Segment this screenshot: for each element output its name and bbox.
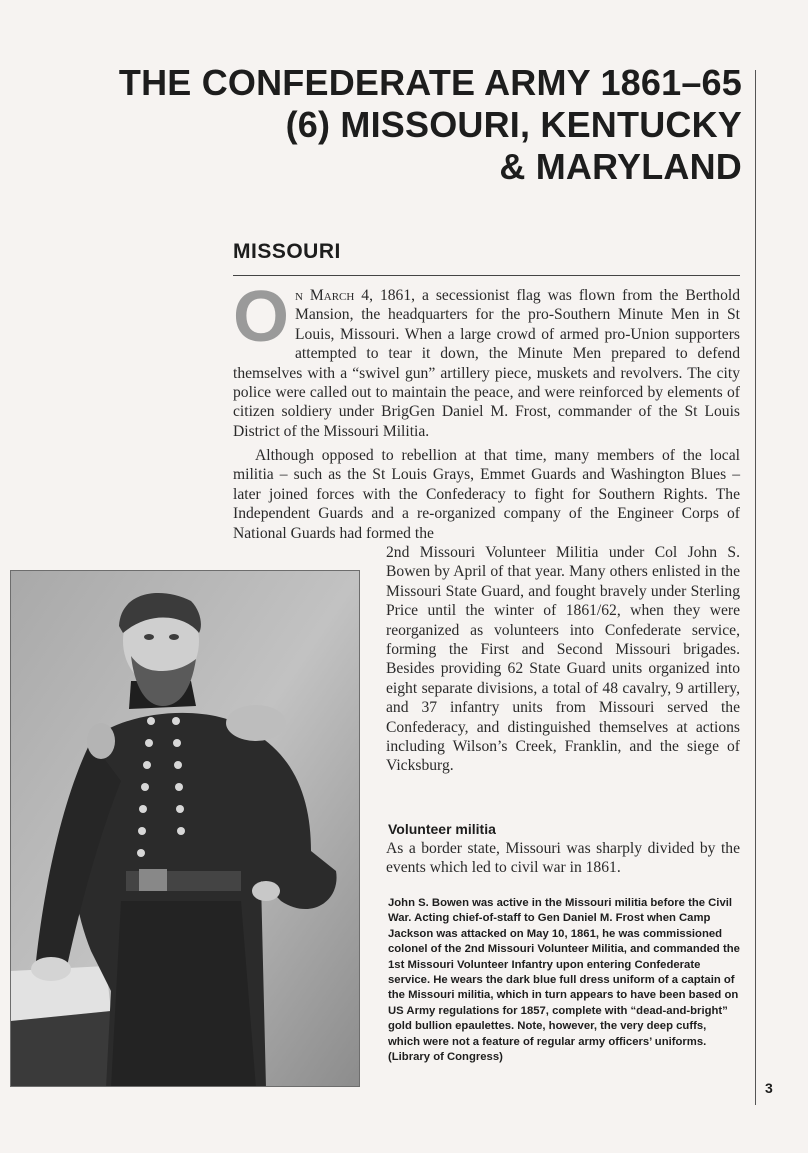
- margin-rule: [755, 70, 756, 1105]
- section-divider: [233, 275, 740, 276]
- small-caps-lead: n March: [295, 287, 355, 304]
- paragraph-2: Although opposed to rebellion at that time, many members of the local militia – such as the St Louis Grays, Emmet Guards and Washington Blues – later joined forces with the Confederacy to fight for Southern Rights. The Independent Guards and a re-organized company of the Engineer Corps of National Guards had formed the: [233, 447, 740, 542]
- portrait-photo-illustration: [11, 571, 360, 1087]
- drop-cap: O: [233, 277, 290, 357]
- title-line-1: THE CONFEDERATE ARMY 1861–65: [118, 62, 742, 103]
- photo-caption: John S. Bowen was active in the Missouri militia before the Civil War. Acting chief-of-staff to Gen Daniel M. Frost when Camp Jackson was attacked on May 10, 1861, he was commissioned colonel of the 2nd Missouri Volunteer Militia, and commanded the 1st Missouri Volunteer Infantry upon entering Confederate service. He wears the dark blue full dress uniform of a captain of the Missouri militia, which in turn appears to have been based on US Army regulations for 1857, complete with “dead-and-bright” gold bullion epaulettes. Note, however, the very deep cuffs, which were not a feature of regular army officers’ uniforms. (Library of Congress): [388, 897, 740, 1064]
- section-heading: MISSOURI: [233, 240, 341, 263]
- page-title: [22, 62, 742, 188]
- subheading-volunteer-militia: Volunteer militia: [388, 821, 496, 837]
- portrait-photo: [10, 570, 360, 1087]
- title-line-2: (6) MISSOURI, KENTUCKY: [285, 104, 742, 145]
- page-number: 3: [765, 1080, 773, 1096]
- paragraph-1-text: 4, 1861, a secessionist flag was flown from the Berthold Mansion, the headquarters for the pro-Southern Minute Men in St Louis, Missouri. When a large crowd of armed pro-Union supporters attempted to tear it down, the Minute Men prepared to defend themselves with a “swivel gun” artillery piece, muskets and revolvers. The city police were called out to maintain the peace, and were reinforced by elements of citizen soldiery under BrigGen Daniel M. Frost, commander of the St Louis District of the Missouri Militia.: [233, 287, 740, 440]
- paragraph-1: [233, 277, 740, 441]
- paragraph-4: As a border state, Missouri was sharply divided by the events which led to civil war in 1861.: [386, 840, 740, 877]
- paragraph-3: 2nd Missouri Volunteer Militia under Col John S. Bowen by April of that year. Many others enlisted in the Missouri State Guard, and fought bravely under Sterling Price until the winter of 1861/62, when they were reorganized as volunteers into Confederate service, forming the First and Second Missouri brigades. Besides providing 62 State Guard units organized into eight separate divisions, a total of 48 cavalry, 9 artillery, and 37 infantry units from Missouri served the Confederacy, and distinguished themselves at actions including Wilson’s Creek, Franklin, and the siege of Vicksburg.: [386, 544, 740, 775]
- title-line-3: & MARYLAND: [499, 146, 742, 187]
